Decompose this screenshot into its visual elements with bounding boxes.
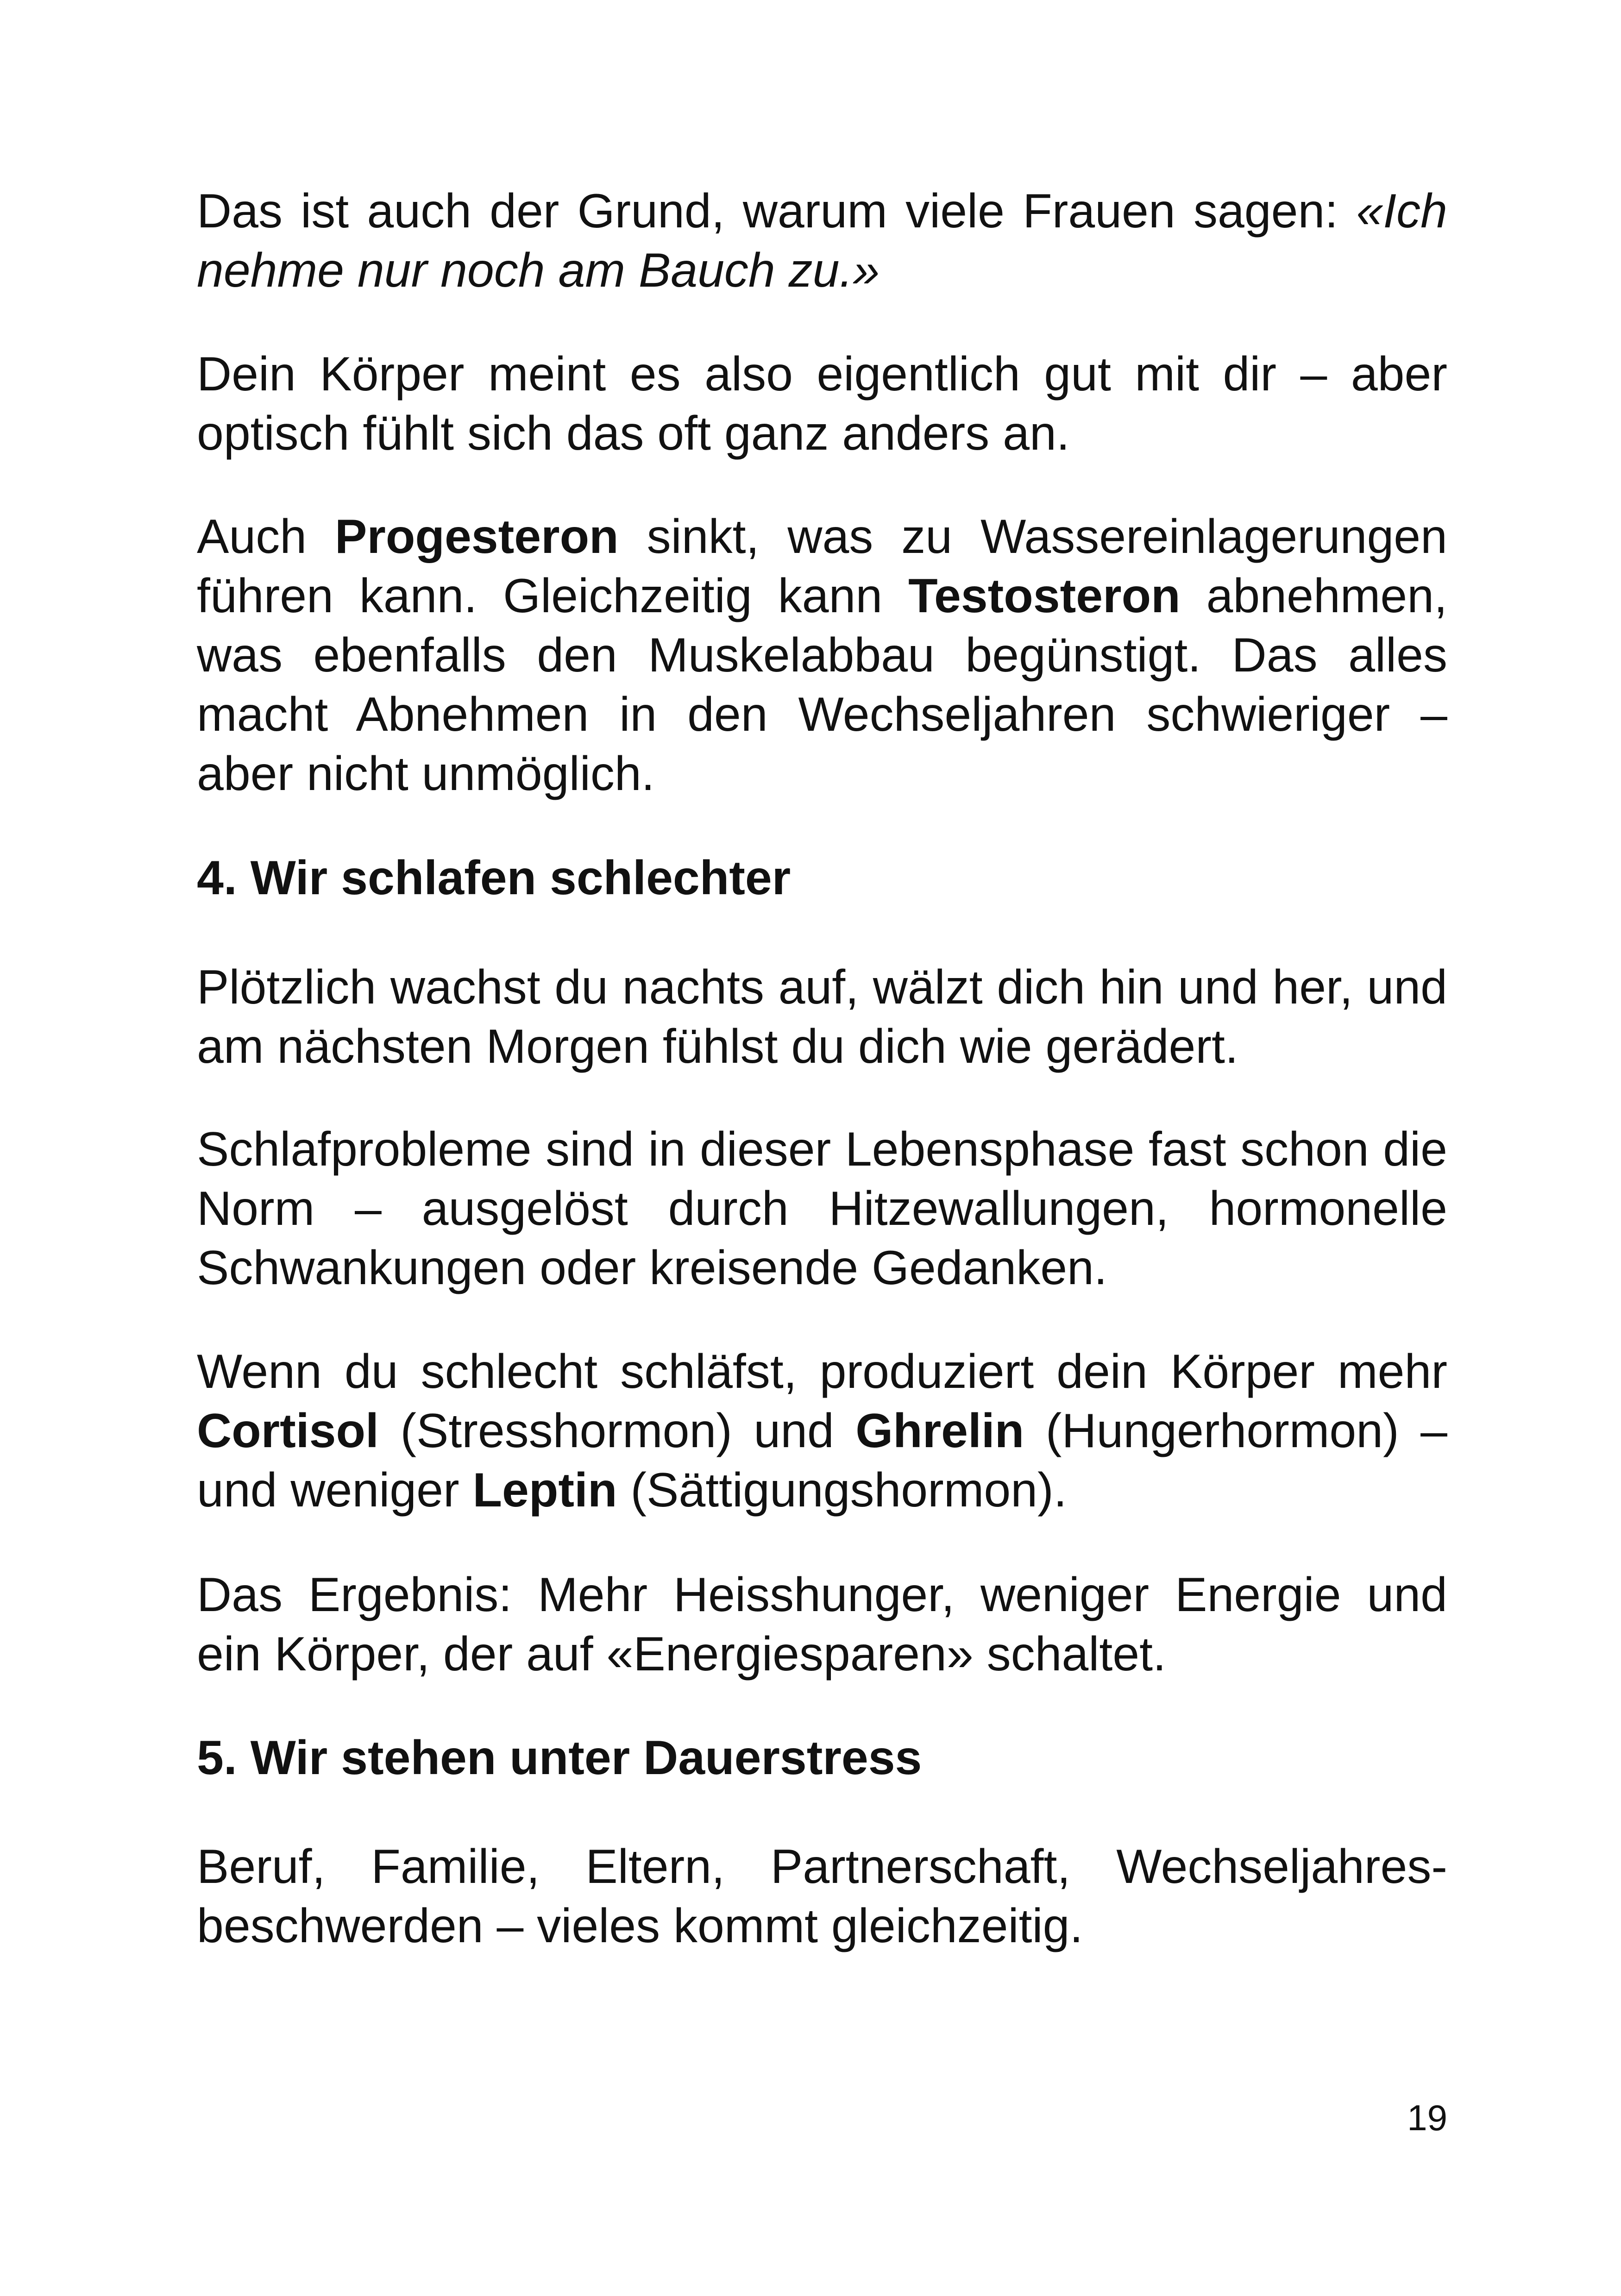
- paragraph-ergebnis: Das Ergebnis: Mehr Heisshunger, weniger Energie und ein Körper, der auf «Energiesparen» schaltet.: [197, 1568, 1447, 1681]
- term-progesteron: Progesteron: [335, 510, 619, 564]
- term-ghrelin: Ghrelin: [855, 1404, 1024, 1458]
- quote-bauch: «Ich nehme nur noch am Bauch zu.»: [197, 184, 1447, 297]
- heading-dauerstress: 5. Wir stehen unter Dauerstress: [197, 1731, 922, 1785]
- paragraph-schlafprobleme: Schlafprobleme sind in dieser Lebensphase fast schon die Norm – ausgelöst durch Hitzewallungen, hormonelle Schwankungen oder kreisende Gedanken.: [197, 1123, 1447, 1295]
- paragraph-koerper: Dein Körper meint es also eigentlich gut mit dir – aber optisch fühlt sich das oft ganz anders an.: [197, 347, 1447, 460]
- paragraph-cortisol: Wenn du schlecht schläfst, produziert dein Körper mehr Cortisol (Stresshormon) und Ghrelin (Hungerhormon) – und weniger Leptin (Sättigungshormon).: [197, 1345, 1447, 1517]
- term-cortisol: Cortisol: [197, 1404, 379, 1458]
- term-leptin: Leptin: [472, 1463, 617, 1517]
- paragraph-ploetzlich: Plötzlich wachst du nachts auf, wälzt dich hin und her, und am nächsten Morgen fühlst du dich wie gerädert.: [197, 960, 1447, 1073]
- heading-schlafen: 4. Wir schlafen schlechter: [197, 851, 791, 905]
- page-number: 19: [1407, 2097, 1447, 2138]
- paragraph-grund: Das ist auch der Grund, warum viele Frauen sagen: «Ich nehme nur noch am Bauch zu.»: [197, 184, 1447, 297]
- paragraph-beruf: Beruf, Familie, Eltern, Partnerschaft, Wechseljahres-beschwerden – vieles kommt gleichzeitig.: [197, 1840, 1447, 1953]
- paragraph-progesteron: Auch Progesteron sinkt, was zu Wassereinlagerungen führen kann. Gleichzeitig kann Testosteron abnehmen, was ebenfalls den Muskelabbau begünstigt. Das alles macht Abnehmen in den Wechseljahren schwieriger – aber nicht unmöglich.: [197, 510, 1448, 801]
- term-testosteron: Testosteron: [908, 569, 1181, 623]
